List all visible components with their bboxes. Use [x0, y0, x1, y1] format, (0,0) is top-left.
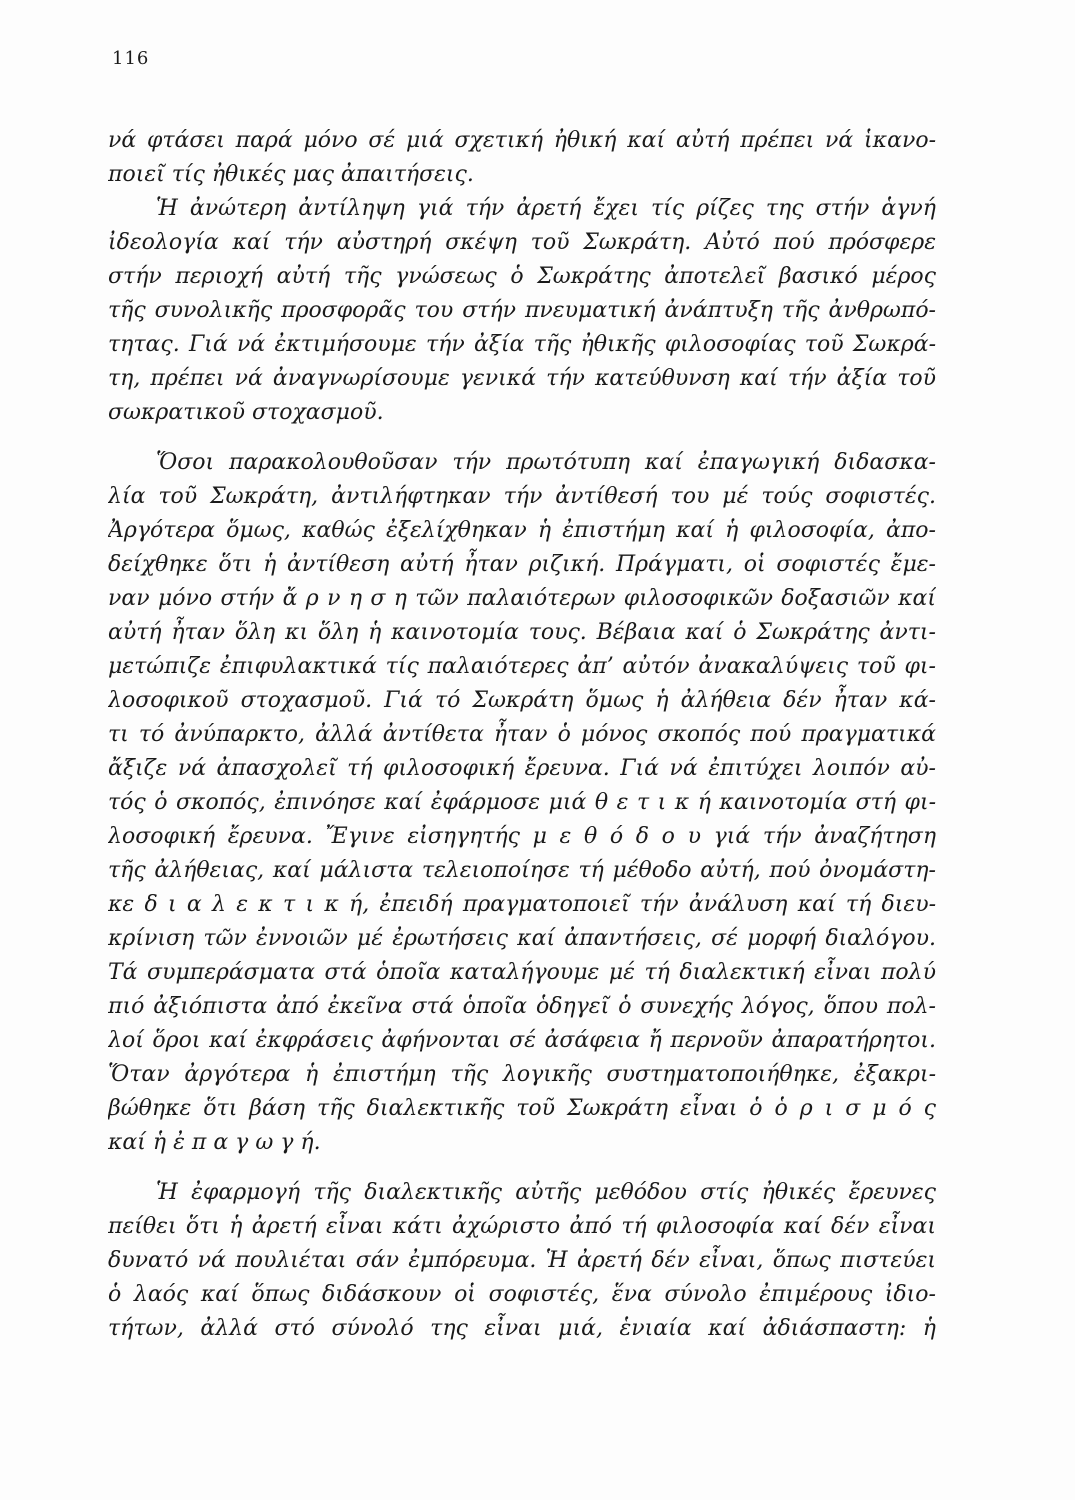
text-line: καί ἡ ἐ π α γ ω γ ή. — [108, 1130, 321, 1155]
text-line: στήν περιοχή αὐτή τῆς γνώσεως ὁ Σωκράτης ἀποτελεῖ βασικό μέρος — [108, 264, 936, 289]
paragraph-1 — [108, 124, 936, 192]
text-line: ἰδεολογία καί τήν αὐστηρή σκέψη τοῦ Σωκράτη. Αὐτό πού πρόσφερε — [108, 230, 936, 255]
text-line: λοί ὅροι καί ἐκφράσεις ἀφήνονται σέ ἀσάφεια ἤ περνοῦν ἀπαρατήρητοι. — [108, 1028, 936, 1053]
paragraph-3 — [108, 446, 936, 1160]
text-line: τη, πρέπει νά ἀναγνωρίσουμε γενικά τήν κατεύθυνση καί τήν ἀξία τοῦ — [108, 366, 936, 391]
text-line: ὁ λαός καί ὅπως διδάσκουν οἱ σοφιστές, ἕνα σύνολο ἐπιμέρους ἰδιο- — [108, 1282, 936, 1307]
paragraph-2 — [108, 192, 936, 430]
text-line: Ὅσοι παρακολουθοῦσαν τήν πρωτότυπη καί ἐπαγωγική διδασκα- — [156, 450, 936, 475]
text-line: λοσοφική ἔρευνα. Ἔγινε εἰσηγητής μ ε θ ό δ ο υ γιά τήν ἀναζήτηση — [108, 824, 936, 849]
text-line: Τά συμπεράσματα στά ὁποῖα καταλήγουμε μέ τή διαλεκτική εἶναι πολύ — [108, 960, 936, 985]
text-line: βώθηκε ὅτι βάση τῆς διαλεκτικῆς τοῦ Σωκράτη εἶναι ὁ ὁ ρ ι σ μ ό ς — [108, 1096, 936, 1121]
text-line: τι τό ἀνύπαρκτο, ἀλλά ἀντίθετα ἦταν ὁ μόνος σκοπός πού πραγματικά — [108, 722, 936, 747]
body-text — [108, 124, 936, 1346]
text-line: κε δ ι α λ ε κ τ ι κ ή, ἐπειδή πραγματοποιεῖ τήν ἀνάλυση καί τή διευ- — [108, 892, 936, 917]
text-line: Ἡ ἀνώτερη ἀντίληψη γιά τήν ἀρετή ἔχει τίς ρίζες της στήν ἁγνή — [156, 196, 936, 221]
text-line: Ἡ ἐφαρμογή τῆς διαλεκτικῆς αὐτῆς μεθόδου στίς ἠθικές ἔρευνες — [156, 1180, 936, 1205]
text-line: δείχθηκε ὅτι ἡ ἀντίθεση αὐτή ἦταν ριζική. Πράγματι, οἱ σοφιστές ἔμε- — [108, 552, 936, 577]
text-line: Ἀργότερα ὅμως, καθώς ἐξελίχθηκαν ἡ ἐπιστήμη καί ἡ φιλοσοφία, ἀπο- — [108, 518, 936, 543]
page-number: 116 — [112, 48, 150, 69]
text-line: Ὅταν ἀργότερα ἡ ἐπιστήμη τῆς λογικῆς συστηματοποιήθηκε, ἐξακρι- — [108, 1062, 936, 1087]
text-line: ἄξιζε νά ἀπασχολεῖ τή φιλοσοφική ἔρευνα. Γιά νά ἐπιτύχει λοιπόν αὐ- — [108, 756, 936, 781]
text-line: τῆς συνολικῆς προσφορᾶς του στήν πνευματική ἀνάπτυξη τῆς ἀνθρωπό- — [108, 298, 936, 323]
text-line: τήτων, ἀλλά στό σύνολό της εἶναι μιά, ἑνιαία καί ἀδιάσπαστη: ἡ — [108, 1316, 936, 1341]
text-line: νά φτάσει παρά μόνο σέ μιά σχετική ἠθική καί αὐτή πρέπει νά ἱκανο- — [108, 128, 936, 153]
text-line: λοσοφικοῦ στοχασμοῦ. Γιά τό Σωκράτη ὅμως ἡ ἀλήθεια δέν ἦταν κά- — [108, 688, 936, 713]
text-line: σωκρατικοῦ στοχασμοῦ. — [108, 400, 384, 425]
text-line: τός ὁ σκοπός, ἐπινόησε καί ἐφάρμοσε μιά θ ε τ ι κ ή καινοτομία στή φι- — [108, 790, 936, 815]
text-line: πείθει ὅτι ἡ ἀρετή εἶναι κάτι ἀχώριστο ἀπό τή φιλοσοφία καί δέν εἶναι — [108, 1214, 936, 1239]
text-line: δυνατό νά πουλιέται σάν ἐμπόρευμα. Ἡ ἀρετή δέν εἶναι, ὅπως πιστεύει — [108, 1248, 936, 1273]
text-line: τητας. Γιά νά ἐκτιμήσουμε τήν ἀξία τῆς ἠθικῆς φιλοσοφίας τοῦ Σωκρά- — [108, 332, 936, 357]
paragraph-4 — [108, 1176, 936, 1346]
text-line: πιό ἀξιόπιστα ἀπό ἐκεῖνα στά ὁποῖα ὁδηγεῖ ὁ συνεχής λόγος, ὅπου πολ- — [108, 994, 936, 1019]
text-line: ποιεῖ τίς ἠθικές μας ἀπαιτήσεις. — [108, 162, 474, 187]
paragraph-gap — [108, 1160, 936, 1176]
text-line: αὐτή ἦταν ὅλη κι ὅλη ἡ καινοτομία τους. Βέβαια καί ὁ Σωκράτης ἀντι- — [108, 620, 936, 645]
text-line: ναν μόνο στήν ἄ ρ ν η σ η τῶν παλαιότερων φιλοσοφικῶν δοξασιῶν καί — [108, 586, 936, 611]
text-line: λία τοῦ Σωκράτη, ἀντιλήφτηκαν τήν ἀντίθεσή του μέ τούς σοφιστές. — [108, 484, 936, 509]
text-line: κρίνιση τῶν ἐννοιῶν μέ ἐρωτήσεις καί ἀπαντήσεις, σέ μορφή διαλόγου. — [108, 926, 936, 951]
text-line: μετώπιζε ἐπιφυλακτικά τίς παλαιότερες ἀπ’ αὐτόν ἀνακαλύψεις τοῦ φι- — [108, 654, 936, 679]
text-line: τῆς ἀλήθειας, καί μάλιστα τελειοποίησε τή μέθοδο αὐτή, πού ὀνομάστη- — [108, 858, 936, 883]
paragraph-gap — [108, 430, 936, 446]
